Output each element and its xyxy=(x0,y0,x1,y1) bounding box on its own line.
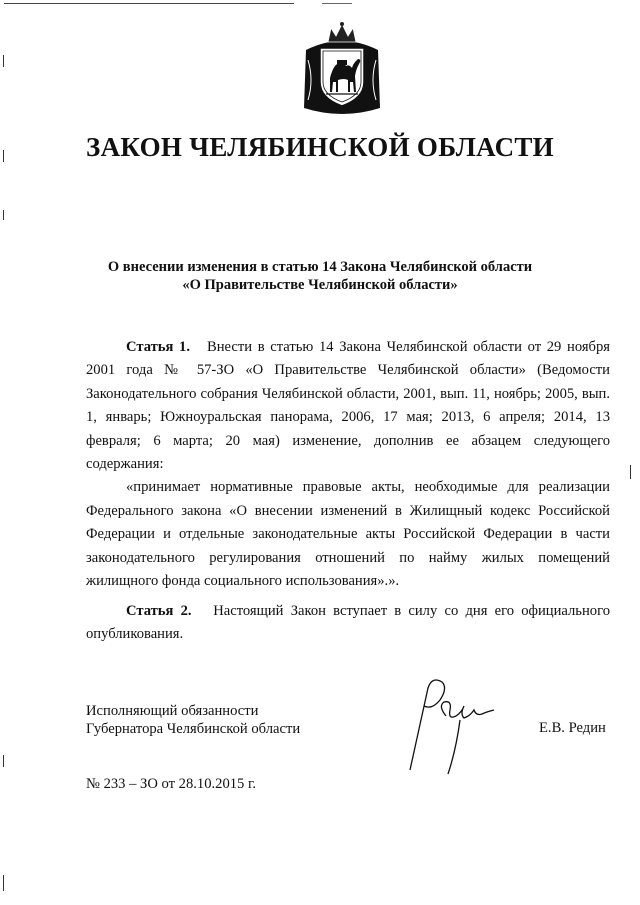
document-number: № 233 – ЗО от 28.10.2015 г. xyxy=(86,776,256,792)
article-1 xyxy=(86,336,610,593)
scan-edge-mark xyxy=(3,755,4,767)
subtitle-line-1: О внесении изменения в статью 14 Закона Челябинской области xyxy=(107,259,533,275)
article-2-label: Статья 2. xyxy=(126,603,192,619)
scan-edge-line xyxy=(322,3,352,4)
article-1-paragraph xyxy=(86,336,610,476)
position-line-2: Губернатора Челябинской области xyxy=(86,721,301,737)
law-title: ЗАКОН ЧЕЛЯБИНСКОЙ ОБЛАСТИ xyxy=(86,132,554,162)
article-1-text: Внести в статью 14 Закона Челябинской области от 29 ноября 2001 года № 57-ЗО «О Правительстве Челябинской области» (Ведомости Законодательного собрания Челябинской области, 2001, вып. 11, ноябрь; 2005, вып. 1, январь; Южноуральская панорама, 2006, 17 мая; 2013, 6 апреля; 2014, 13 февраля; 6 марта; 20 мая) изменение, дополнив ее абзацем следующего содержания: xyxy=(86,339,610,473)
signatory-name: Е.В. Редин xyxy=(539,720,606,736)
scan-edge-mark xyxy=(3,210,4,220)
scan-edge-mark xyxy=(3,55,4,67)
law-subtitle xyxy=(80,258,560,294)
position-line-1: Исполняющий обязанности xyxy=(86,703,259,719)
article-2 xyxy=(86,600,610,647)
scan-edge-mark xyxy=(3,875,4,891)
scan-edge-mark xyxy=(630,465,631,479)
article-1-label: Статья 1. xyxy=(126,339,190,355)
signatory-position xyxy=(86,702,300,738)
article-1-quote: «принимает нормативные правовые акты, необходимые для реализации Федерального закона «О внесении изменений в Жилищный кодекс Российской Федерации и отдельные законодательные акты Российской Федерации в части законодательного регулирования отношений по найму жилых помещений жилищного фонда социального использования».». xyxy=(86,479,610,590)
coat-of-arms-emblem xyxy=(300,20,384,120)
article-2-text: Настоящий Закон вступает в силу со дня его официального опубликования. xyxy=(86,603,610,643)
subtitle-line-2: «О Правительстве Челябинской области» xyxy=(182,277,458,293)
scan-edge-line xyxy=(4,3,294,4)
article-2-paragraph xyxy=(86,600,610,647)
handwritten-signature xyxy=(390,670,510,780)
